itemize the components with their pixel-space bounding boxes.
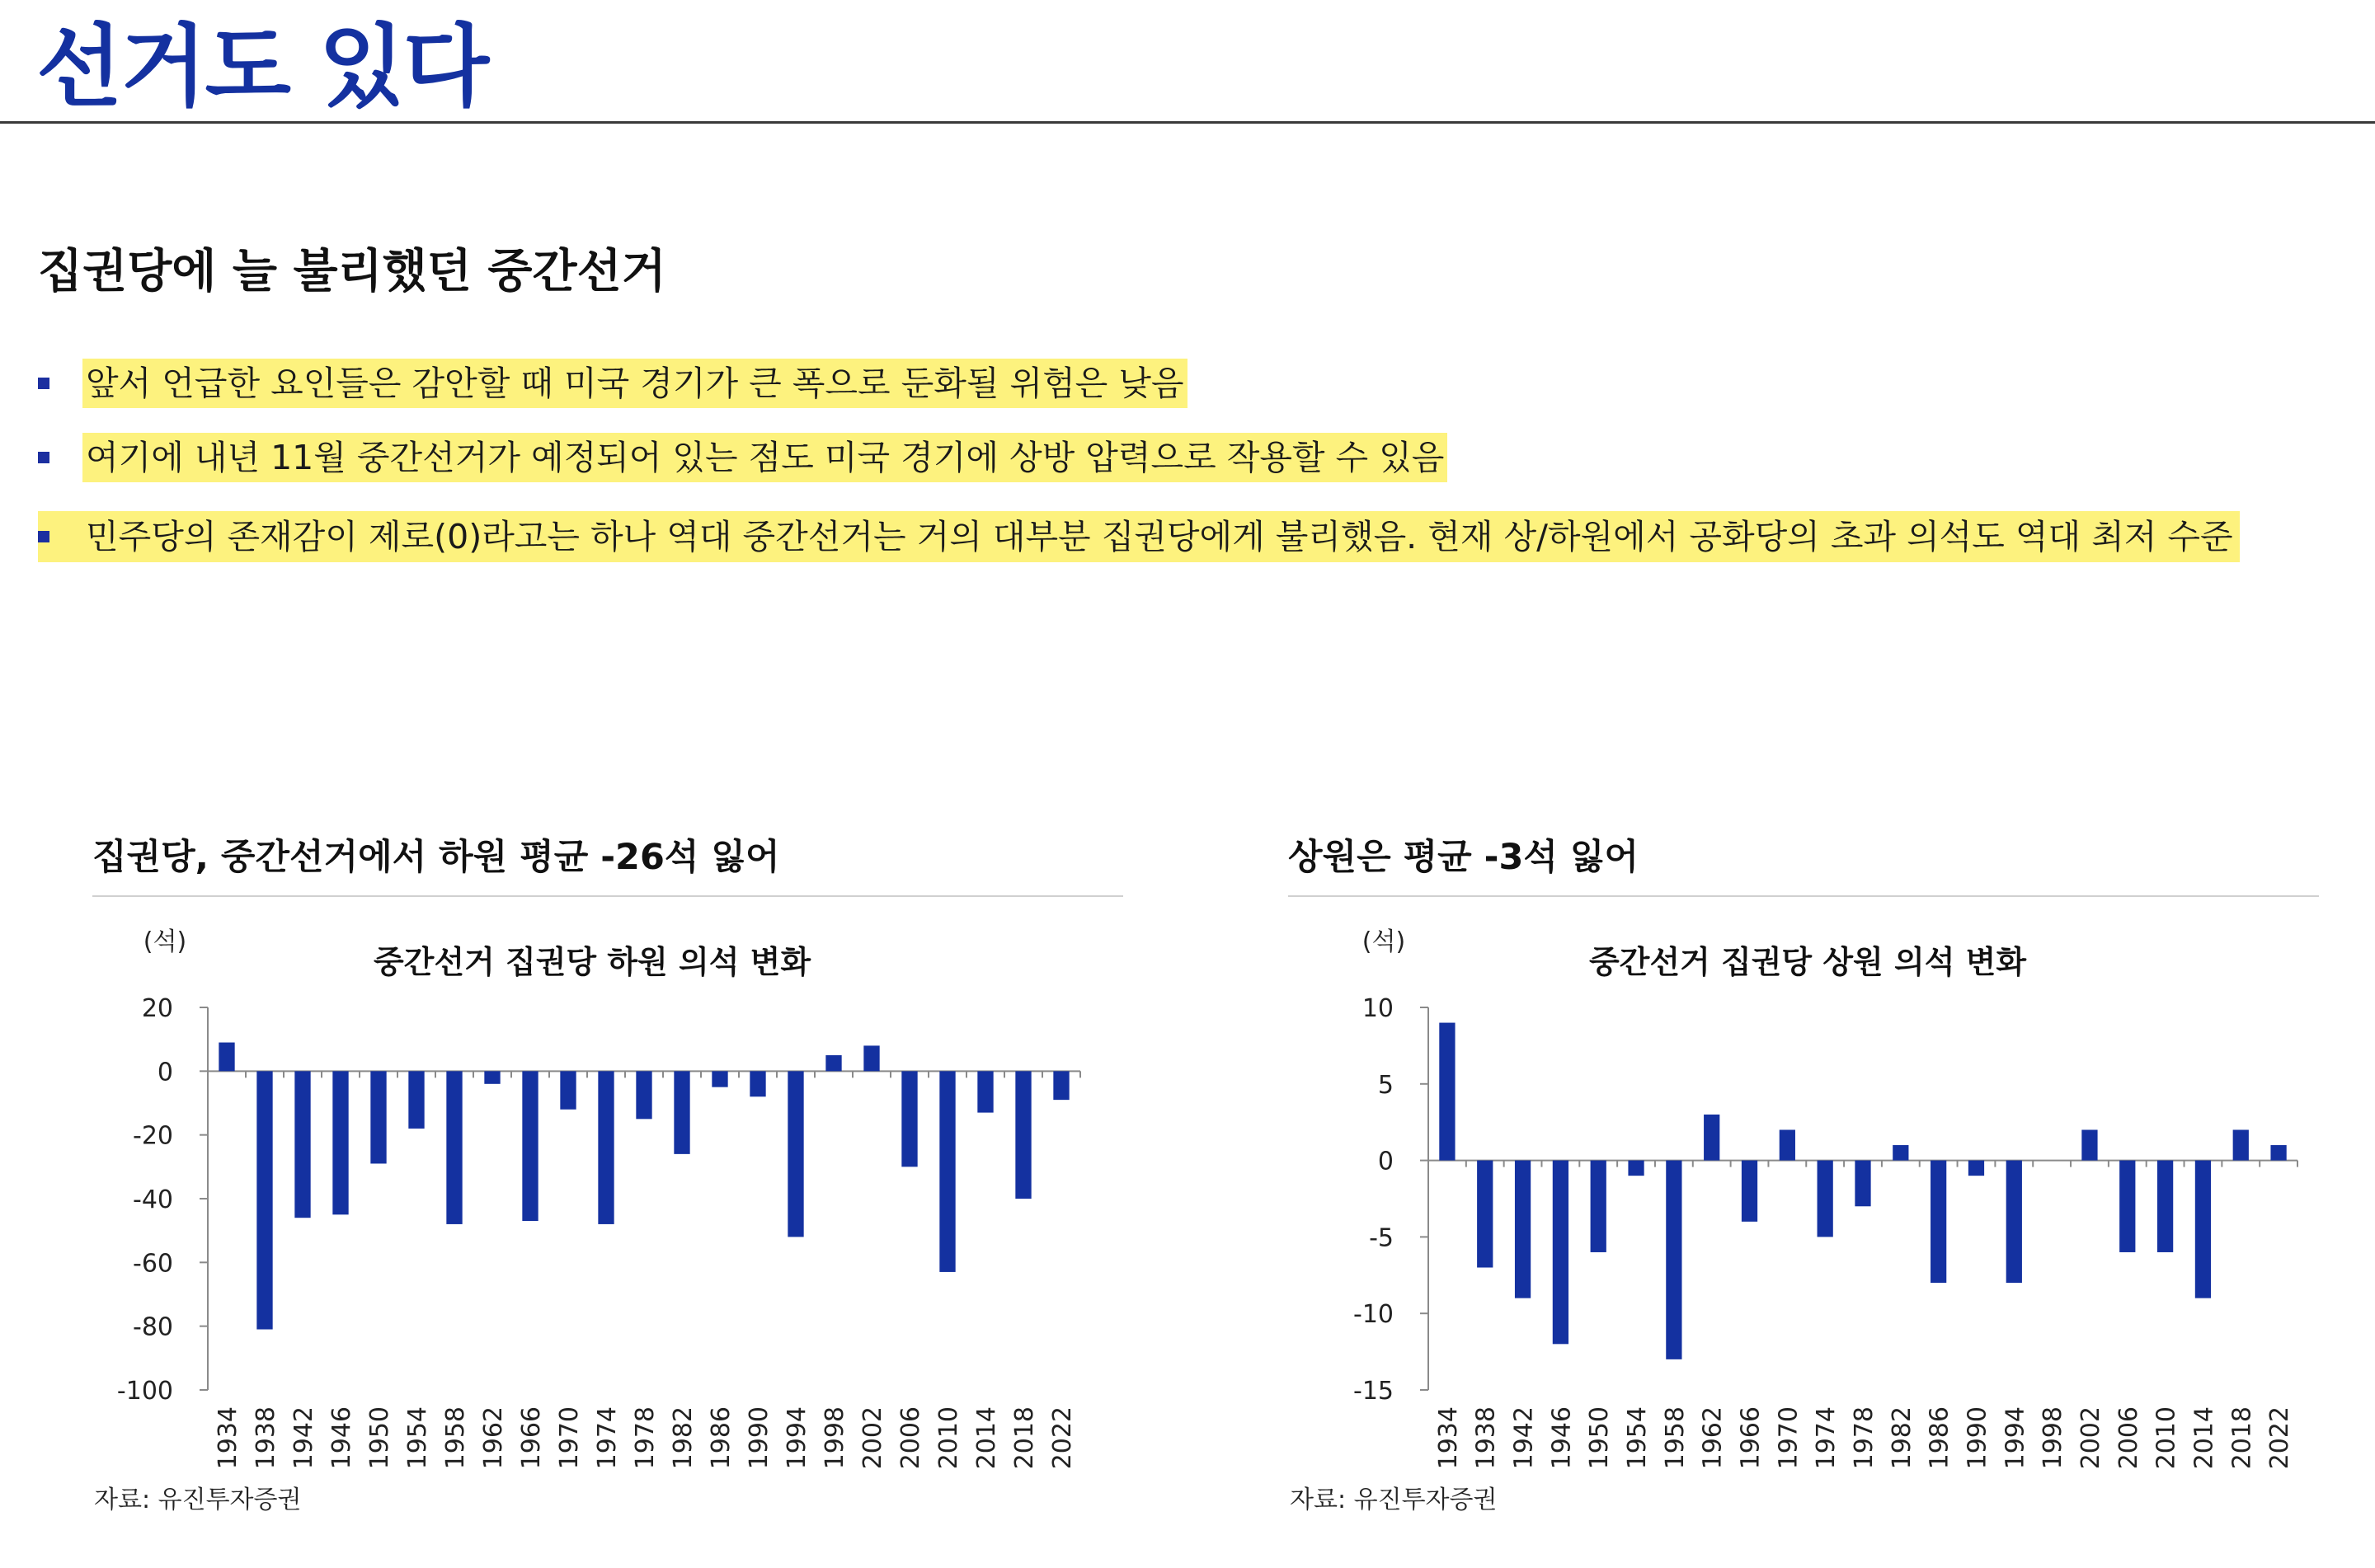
x-tick-label: 2014	[972, 1406, 1001, 1470]
bar	[1742, 1161, 1757, 1222]
x-tick-label: 2010	[2152, 1406, 2181, 1470]
square-bullet-icon	[38, 452, 49, 463]
x-tick-label: 1946	[1547, 1406, 1577, 1470]
x-tick-label: 1954	[403, 1406, 432, 1470]
x-tick-label: 2014	[2189, 1406, 2219, 1470]
y-tick-label: 10	[1362, 994, 1394, 1023]
bar	[636, 1071, 651, 1119]
x-tick-label: 1966	[517, 1406, 546, 1470]
y-tick-label: -80	[133, 1312, 173, 1342]
x-tick-label: 1958	[1660, 1406, 1690, 1470]
chart-heading: 집권당, 중간선거에서 하원 평균 -26석 잃어	[92, 837, 780, 878]
x-tick-label: 1974	[1812, 1406, 1841, 1470]
x-tick-label: 2022	[2265, 1406, 2295, 1470]
bar	[219, 1043, 234, 1072]
x-tick-label: 2022	[1048, 1406, 1077, 1470]
bar	[598, 1071, 614, 1224]
bar	[1439, 1023, 1455, 1161]
bar	[712, 1071, 727, 1087]
bar	[825, 1055, 841, 1071]
bullet-item	[38, 358, 1188, 409]
senate-seat-change-chart	[1288, 907, 2319, 1484]
bar	[1628, 1161, 1644, 1176]
bar	[1053, 1071, 1069, 1100]
x-tick-label: 1942	[1509, 1406, 1539, 1470]
bar	[1553, 1161, 1568, 1345]
bar	[1855, 1161, 1870, 1207]
x-tick-label: 1966	[1736, 1406, 1766, 1470]
x-tick-label: 1978	[631, 1406, 660, 1470]
bar	[2006, 1161, 2022, 1283]
x-tick-label: 1978	[1850, 1406, 1879, 1470]
x-tick-label: 1958	[441, 1406, 470, 1470]
bullet-item	[38, 511, 2240, 562]
bar	[2157, 1161, 2173, 1252]
x-tick-label: 1994	[783, 1406, 811, 1470]
slide-title: 선거도 있다	[36, 16, 488, 119]
chart-heading-divider	[92, 895, 1123, 897]
x-tick-label: 1998	[821, 1406, 849, 1470]
bar	[750, 1071, 765, 1096]
chart-title: 중간선거 집권당 상원 의석 변화	[1588, 944, 2027, 980]
x-tick-label: 1990	[745, 1406, 774, 1470]
y-tick-label: -40	[133, 1185, 173, 1214]
bar	[1515, 1161, 1531, 1298]
bar	[332, 1071, 348, 1214]
x-tick-label: 2006	[2114, 1406, 2143, 1470]
x-tick-label: 2010	[934, 1406, 963, 1470]
bar	[674, 1071, 689, 1154]
y-tick-label: 0	[1377, 1147, 1394, 1176]
x-tick-label: 1994	[2001, 1406, 2030, 1470]
y-tick-label: -20	[133, 1121, 173, 1151]
y-tick-label: -100	[116, 1377, 173, 1406]
x-tick-label: 1942	[289, 1406, 318, 1470]
house-chart-panel	[92, 833, 1123, 1542]
senate-chart-panel	[1288, 833, 2319, 1542]
x-tick-label: 2002	[2076, 1406, 2105, 1470]
x-tick-label: 1982	[1887, 1406, 1916, 1470]
x-tick-label: 1950	[1585, 1406, 1615, 1470]
bar	[256, 1071, 272, 1329]
bar	[1780, 1129, 1795, 1160]
bar	[560, 1071, 576, 1109]
bar	[1931, 1161, 1946, 1283]
x-tick-label: 1970	[555, 1406, 584, 1470]
x-tick-label: 1986	[707, 1406, 736, 1470]
x-tick-label: 1974	[593, 1406, 622, 1470]
bar	[2081, 1129, 2097, 1160]
x-tick-label: 1962	[479, 1406, 508, 1470]
y-axis-label: (석)	[1362, 927, 1406, 956]
title-divider	[0, 121, 2375, 124]
y-tick-label: 0	[157, 1058, 173, 1087]
bullet-text: 앞서 언급한 요인들은 감안할 때 미국 경기가 큰 폭으로 둔화될 위험은 낮음	[82, 359, 1188, 408]
x-tick-label: 1934	[1433, 1406, 1463, 1470]
bullet-text: 민주당의 존재감이 제로(0)라고는 하나 역대 중간선거는 거의 대부분 집권당에게 불리했음. 현재 상/하원에서 공화당의 초과 의석도 역대 최저 수준	[86, 517, 2233, 556]
x-tick-label: 2018	[2227, 1406, 2257, 1470]
chart-heading: 상원은 평균 -3석 잃어	[1288, 837, 1639, 878]
square-bullet-icon	[38, 378, 49, 389]
x-tick-label: 1938	[252, 1406, 280, 1470]
bar	[788, 1071, 803, 1237]
bar	[2233, 1129, 2249, 1160]
bar	[2119, 1161, 2135, 1252]
x-tick-label: 2018	[1010, 1406, 1039, 1470]
x-tick-label: 1938	[1471, 1406, 1501, 1470]
bar	[1477, 1161, 1493, 1268]
bar	[408, 1071, 424, 1129]
y-tick-label: 5	[1377, 1070, 1394, 1100]
y-tick-label: -60	[133, 1249, 173, 1279]
x-tick-label: 2006	[896, 1406, 925, 1470]
x-tick-label: 1950	[365, 1406, 394, 1470]
bar	[1591, 1161, 1606, 1252]
x-tick-label: 2002	[858, 1406, 887, 1470]
house-seat-change-chart	[92, 907, 1123, 1484]
x-tick-label: 1962	[1698, 1406, 1728, 1470]
x-tick-label: 1986	[1925, 1406, 1954, 1470]
bar	[1818, 1161, 1833, 1237]
bar	[294, 1071, 310, 1218]
bar	[1968, 1161, 1984, 1176]
bar	[446, 1071, 462, 1224]
x-tick-label: 1990	[1963, 1406, 1992, 1470]
bullet-item	[38, 432, 1447, 483]
section-heading: 집권당에 늘 불리했던 중간선거	[38, 245, 666, 298]
bar	[1015, 1071, 1031, 1199]
bar	[522, 1071, 538, 1221]
x-tick-label: 1946	[327, 1406, 356, 1470]
chart-source: 자료: 유진투자증권	[1290, 1486, 1498, 1514]
x-tick-label: 1998	[2039, 1406, 2068, 1470]
chart-source: 자료: 유진투자증권	[94, 1486, 302, 1514]
y-tick-label: -15	[1353, 1377, 1394, 1406]
bar	[939, 1071, 955, 1272]
bar	[1893, 1145, 1908, 1161]
bar	[977, 1071, 993, 1112]
square-bullet-icon	[38, 531, 49, 542]
chart-title: 중간선거 집권당 하원 의석 변화	[373, 944, 811, 980]
y-tick-label: -10	[1353, 1300, 1394, 1330]
chart-heading-divider	[1288, 895, 2319, 897]
bar	[370, 1071, 386, 1163]
x-tick-label: 1934	[214, 1406, 242, 1470]
bar	[2270, 1145, 2286, 1161]
y-tick-label: -5	[1369, 1223, 1394, 1253]
bar	[484, 1071, 500, 1083]
x-tick-label: 1982	[669, 1406, 698, 1470]
bar	[863, 1045, 879, 1071]
y-tick-label: 20	[141, 994, 173, 1023]
bar	[2195, 1161, 2211, 1298]
x-tick-label: 1970	[1774, 1406, 1804, 1470]
y-axis-label: (석)	[143, 927, 187, 956]
x-tick-label: 1954	[1623, 1406, 1653, 1470]
bullet-text: 여기에 내년 11월 중간선거가 예정되어 있는 점도 미국 경기에 상방 압력으로 작용할 수 있음	[82, 433, 1447, 482]
bar	[901, 1071, 917, 1167]
bar	[1666, 1161, 1681, 1359]
bar	[1704, 1115, 1719, 1161]
